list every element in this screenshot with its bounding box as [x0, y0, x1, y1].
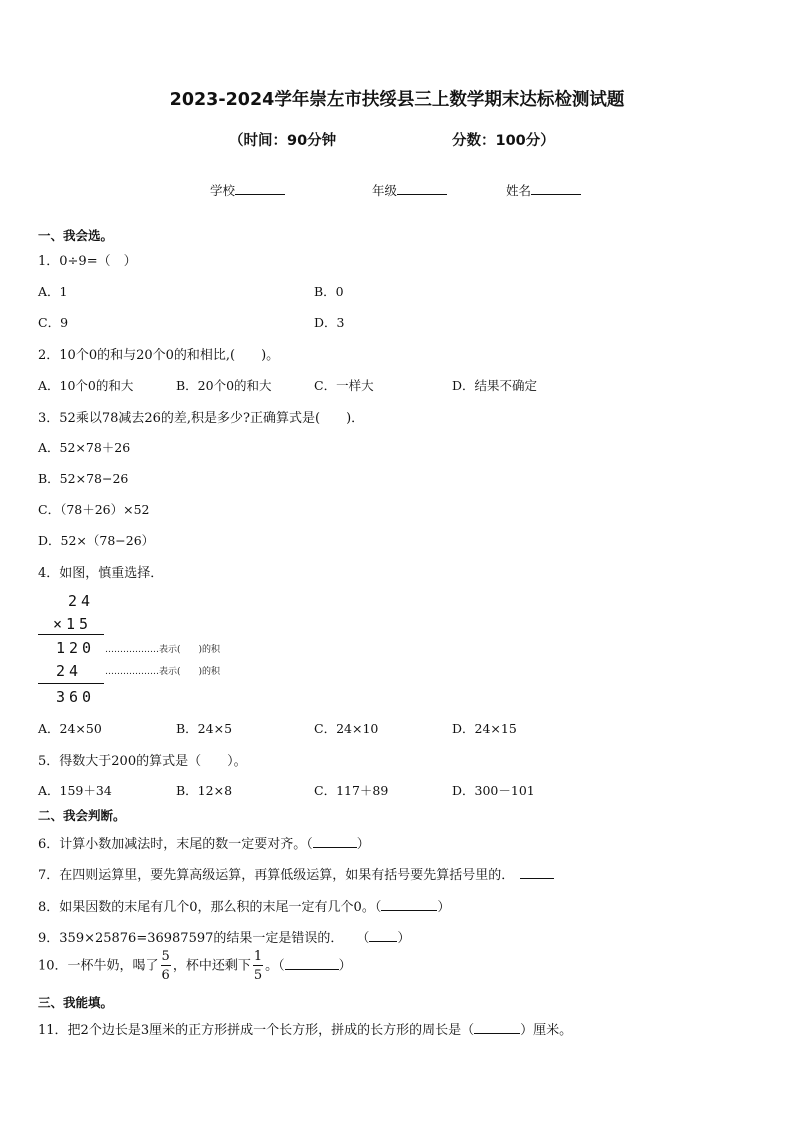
question-7	[38, 864, 554, 883]
question-1: 1．0÷9=（ ）	[38, 254, 137, 269]
q3-option-b: B．52×78−26	[38, 471, 129, 486]
question-5: 5．得数大于200的算式是（ ）。	[38, 754, 247, 769]
calc-rule-2	[38, 683, 104, 684]
question-6	[38, 833, 370, 852]
q2-option-c: C．一样大	[314, 378, 374, 393]
q2-option-a: A．10个0的和大	[38, 378, 134, 393]
q3-option-d: D．52×（78−26）	[38, 533, 155, 548]
question-10	[38, 950, 352, 982]
question-4: 4．如图，慎重选择．	[38, 566, 164, 581]
q10-answer-blank	[285, 957, 339, 970]
q5-option-a: A．159＋34	[38, 783, 112, 798]
calc-partial-2: 24	[56, 662, 83, 680]
q4-option-c: C．24×10	[314, 721, 379, 736]
grade-label: 年级	[372, 183, 398, 198]
page-title: 2023-2024学年崇左市扶绥县三上数学期末达标检测试题	[169, 90, 625, 110]
q10-fraction-1-numerator: 5	[161, 949, 170, 964]
q10-fraction-1-denominator: 6	[161, 968, 170, 983]
q1-option-c: C．9	[38, 315, 69, 330]
q10-fraction-1	[161, 950, 171, 982]
q8-close: ）	[437, 900, 451, 915]
q10-fraction-2-numerator: 1	[253, 949, 263, 964]
q9-answer-blank	[369, 929, 397, 942]
calc-rule-1	[38, 634, 104, 635]
grade-blank	[397, 181, 447, 195]
question-2: 2．10个0的和与20个0的和相比,( )。	[38, 348, 280, 363]
q4-option-d: D．24×15	[452, 721, 517, 736]
q1-option-a: A．1	[38, 284, 68, 299]
q11-text-post: ）厘米。	[520, 1023, 573, 1038]
q11-answer-blank	[474, 1021, 520, 1034]
score-info: 分数：100分）	[452, 133, 555, 149]
section-heading-1: 一、我会选。	[38, 228, 114, 243]
school-blank	[235, 181, 285, 195]
calc-partial-1: 120	[56, 639, 96, 657]
grade-field	[372, 181, 447, 199]
q7-text: 7．在四则运算里，要先算高级运算，再算低级运算，如果有括号要先算括号里的．	[38, 868, 515, 883]
q5-option-d: D．300－101	[452, 783, 535, 798]
question-9	[38, 927, 410, 946]
q5-option-b: B．12×8	[176, 783, 233, 798]
school-label: 学校	[210, 183, 236, 198]
q1-option-d: D．3	[314, 315, 345, 330]
q8-text: 8．如果因数的末尾有几个0，那么积的末尾一定有几个0。（	[38, 900, 382, 915]
question-8	[38, 896, 450, 915]
section-heading-2: 二、我会判断。	[38, 808, 126, 823]
q5-option-c: C．117＋89	[314, 783, 389, 798]
name-field	[506, 181, 581, 199]
calc-multiplier: ×15	[53, 615, 93, 633]
q2-option-d: D．结果不确定	[452, 378, 538, 393]
name-blank	[531, 181, 581, 195]
q1-option-b: B．0	[314, 284, 344, 299]
q10-text-post: 。（	[265, 958, 285, 974]
q2-option-b: B．20个0的和大	[176, 378, 272, 393]
q6-text: 6．计算小数加减法时，末尾的数一定要对齐。（	[38, 837, 313, 852]
name-label: 姓名	[506, 183, 532, 198]
q6-close: ）	[356, 837, 370, 852]
q11-text-pre: 11．把2个边长是3厘米的正方形拼成一个长方形，拼成的长方形的周长是（	[38, 1023, 475, 1038]
q10-text-pre: 10．一杯牛奶，喝了	[38, 958, 159, 974]
q4-option-b: B．24×5	[176, 721, 233, 736]
calc-note-2: ………………表示( )的积	[105, 667, 221, 677]
q10-fraction-2	[253, 950, 263, 982]
calc-product: 360	[56, 688, 96, 706]
school-field	[210, 181, 285, 199]
question-3: 3．52乘以78减去26的差,积是多少?正确算式是( )．	[38, 411, 365, 426]
time-info: （时间：90分钟	[229, 133, 337, 149]
q8-answer-blank	[381, 898, 437, 911]
q10-close: ）	[338, 958, 352, 974]
calc-note-1: ………………表示( )的积	[105, 645, 221, 655]
q10-fraction-2-denominator: 5	[253, 968, 263, 983]
q3-option-c: C．（78＋26）×52	[38, 502, 150, 517]
q10-text-mid: ，杯中还剩下	[172, 958, 251, 974]
q3-option-a: A．52×78＋26	[38, 440, 131, 455]
q9-text: 9．359×25876=36987597的结果一定是错误的． （	[38, 931, 370, 946]
q4-option-a: A．24×50	[38, 721, 102, 736]
q9-close: ）	[397, 931, 411, 946]
q6-answer-blank	[313, 835, 357, 848]
section-heading-3: 三、我能填。	[38, 995, 114, 1010]
question-11	[38, 1019, 572, 1038]
calc-multiplicand: 24	[68, 592, 95, 610]
q7-answer-blank	[520, 866, 554, 879]
